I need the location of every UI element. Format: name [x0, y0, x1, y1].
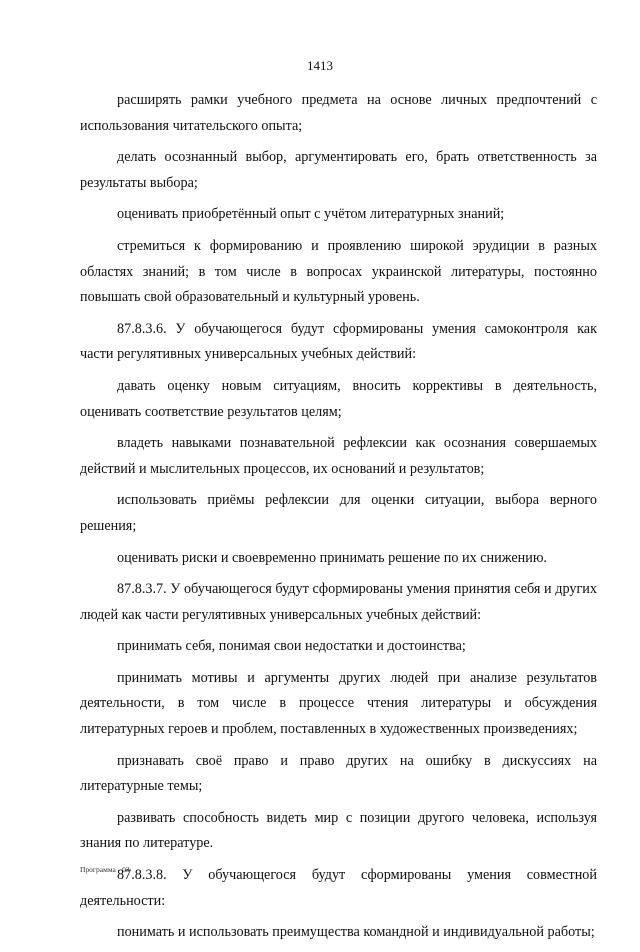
page-footer: Программа - 03 [80, 865, 130, 874]
section-paragraph: 87.8.3.8. У обучающегося будут сформированы умения совместной деятельности: [80, 867, 597, 909]
paragraph: использовать приёмы рефлексии для оценки ситуации, выбора верного решения; [80, 492, 597, 534]
paragraph: принимать мотивы и аргументы других людей при анализе результатов деятельности, в том числе в процессе чтения литературы и обсуждения литературных героев и проблем, поставленных в художественных произведениях; [80, 669, 597, 738]
paragraph: владеть навыками познавательной рефлексии как осознания совершаемых действий и мыслительных процессов, их оснований и результатов; [80, 435, 597, 477]
paragraph: стремиться к формированию и проявлению широкой эрудиции в разных областях знаний; в том числе в вопросах украинской литературы, постоянно повышать свой образовательный и культурный уровень. [80, 237, 597, 306]
paragraph: развивать способность видеть мир с позиции другого человека, используя знания по литературе. [80, 809, 597, 852]
paragraph: понимать и использовать преимущества командной и индивидуальной работы; [117, 924, 595, 941]
paragraph: делать осознанный выбор, аргументировать его, брать ответственность за результаты выбора; [80, 149, 597, 191]
paragraph: признавать своё право и право других на ошибку в дискуссиях на литературные темы; [80, 752, 597, 795]
paragraph: расширять рамки учебного предмета на основе личных предпочтений с использования читательского опыта; [80, 92, 597, 134]
paragraph: давать оценку новым ситуациям, вносить коррективы в деятельность, оценивать соответствие результатов целям; [80, 377, 597, 420]
document-body [80, 88, 597, 952]
section-paragraph: 87.8.3.7. У обучающегося будут сформированы умения принятия себя и других людей как части регулятивных универсальных учебных действий: [80, 581, 597, 623]
paragraph: оценивать приобретённый опыт с учётом литературных знаний; [117, 206, 505, 223]
paragraph: оценивать риски и своевременно принимать решение по их снижению. [117, 549, 547, 566]
section-paragraph: 87.8.3.6. У обучающегося будут сформированы умения самоконтроля как части регулятивных универсальных учебных действий: [80, 320, 597, 363]
paragraph: принимать себя, понимая свои недостатки и достоинства; [117, 638, 466, 655]
page-number: 1413 [307, 58, 333, 73]
